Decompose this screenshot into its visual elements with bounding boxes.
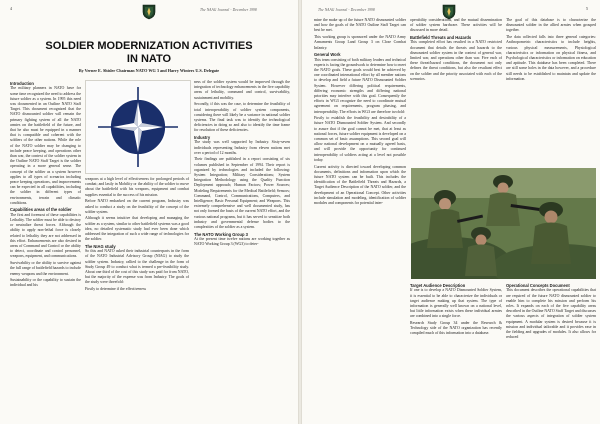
text-column-2 (410, 18, 502, 166)
body-paragraph: Although it seems intuitive that developing and managing the soldier as a system, similar to other battlefield systems was a good idea, no detailed systematic study had ever been done which addressed the integration of such a wide range of technologies for the soldier. (85, 216, 189, 242)
nato-crest-icon (142, 4, 156, 20)
section-heading: General Work (314, 52, 341, 58)
running-head: The NAAG Journal - December 1998 (318, 8, 375, 12)
byline: By Verner E. Shisler Chairman NATO WG 3 and Harry Winters U.S. Delegate (78, 68, 220, 73)
section-heading: Operational Concepts Document (506, 283, 570, 288)
body-paragraph: Their findings are published in a report consisting of six volumes published in September of 1994. Their report is organized by technologies and included the following: System Integration; Military Considerations; System Integration Methodology using the Quality Function Deployment approach; Human Factors; Power Sources; Modeling Requirements for the Medical Battlefield; Sensors; Command, Control, Communications, Computers, and Intelligence; Basic Personal Equipment; and Weapons. This extremely comprehensive and well documented study, has not only formed the basis of the current NATO effort, and the various national programs, but it has served to sensitize both industry and governmental defense bodies to the complexities of the soldier as a system. (194, 157, 290, 230)
section-heading: Capabilities areas of the soldier (10, 207, 72, 213)
text-column-1 (10, 80, 81, 420)
body-paragraph: mine the make up of the future NATO dismounted soldier and how the goals of the NATO Outline Staff Target can best be met. (314, 18, 406, 33)
nato-compass-star-icon (86, 81, 190, 173)
section-heading: The NATO Working Group 3 (194, 231, 248, 237)
body-paragraph: The goal of this database is to characterize the dismounted soldier in the allied armies when grouped together. (506, 18, 596, 33)
body-paragraph: Sustainability or the capability to sustain the individual and his (10, 278, 81, 288)
text-column-3 (194, 80, 290, 420)
body-paragraph: This working group is sponsored under the NATO Army Armaments Group Land Group 3 on Close Combat Infantry. (314, 35, 406, 50)
body-paragraph: Firstly to determine if the effectiveness (85, 287, 146, 292)
text-column-2-lower (410, 282, 502, 420)
body-paragraph: If one is to develop a NATO Dismounted Soldier System, it is essential to be able to characterize the individuals or target audience making up that system. The type of information is generally well known on a national level, but little information exists when these individual armies are combined into a single force. (410, 288, 502, 319)
body-paragraph: ness of the soldier system would be improved through the integration of technology enhancements in the five capability areas of lethality, command and control, survivability, sustainment and mobility. (194, 80, 290, 100)
text-column-3 (506, 18, 596, 166)
body-paragraph: Before NATO embarked on the current program, Industry was asked to conduct a study on the feasibility of the concept of the soldier system. (85, 199, 189, 214)
right-page (302, 0, 600, 424)
section-heading: Target Audience Description (410, 283, 466, 288)
body-paragraph: operability considerations, and the mutual dissemination of soldier system hardware. These activities will be discussed in more detail. (410, 18, 502, 33)
page-number: 5 (586, 6, 588, 11)
article-title: SOLDIER MODERNIZATION ACTIVITIES IN NATO (45, 40, 253, 65)
running-head: The NAAG Journal - December 1998 (200, 8, 257, 12)
section-heading: Industry (194, 135, 211, 141)
section-heading: Introduction (10, 81, 34, 86)
section-heading: Battlefield Threats and Hazards (410, 35, 472, 41)
body-paragraph: Secondly, if this was the case, to determine the feasibility of total interoperability of soldier system components, considering there will likely be a variance in national soldier systems. The final task was to identify the technological deficiencies in doing so and also to identify the time frame for resolution of these deficiencies. (194, 102, 290, 133)
text-column-1 (314, 18, 406, 420)
body-paragraph: weapons at a high level of effectiveness for prolonged periods of combat; and lastly in Mobility or the ability of the soldier to move about the battlefield with his weapons, equipment and combat supplies essential to the success of his mission. (85, 177, 189, 197)
body-paragraph: Current activity is directed toward developing common documents, definitions and information upon which the future NATO system can be built. This includes the identification of the Battlefield Threats and Hazards, a Target Audience Description of the NATO soldier, and the development of an Operational Concept. Other activities include simulation and modeling, identification of soldier modules and components for potential inter- (314, 164, 406, 205)
soldiers-photo (411, 168, 596, 279)
body-paragraph: At the present time twelve nations are working together as NATO Working Group 3 (WG3) to deter- (194, 237, 290, 247)
body-paragraph: So this and NATO asked their industrial counterparts in the form of the NATO Industrial Advisory Group (NIAG) to study the soldier system. Industry, rallied to the challenge in the form of Study Group 49 to conduct what is termed a pre-feasibility study. About one third of the cost of this study was paid for from NATO, but the majority of the expense was from Industry. The goals of the study were threefold: (85, 249, 189, 285)
body-paragraph: The data collected falls into three general categories: Anthropometric characteristics to include heights, various physical measurements, Physiological characteristics or information on physical fitness, and Psychological characteristics or information on education and aptitude. This database has been completed. There are still some holes in the data however, and a procedure still needs to be established to maintain and update the information. (506, 35, 596, 81)
left-page (0, 0, 298, 424)
body-paragraph: This completed effort has resulted in a NATO restricted document that details the threats and hazards to the dismounted soldier system in the context of general war, limited war, and operations other than war. Five each of these threat/hazard conditions, the document not only defines the threat conditions, but also the resultant effect on the soldier and the priority associated with each of the scenarios. (410, 40, 502, 81)
body-paragraph: This team consisting of both military leaders and technical experts is facing the groundwork to determine how to meet the NATO goals. These goals would best be achieved by one coordinated international effort by all member nations to develop and field a future NATO Dismounted Soldier System. However differing political requirements, differing economic strengths and differing national priorities may interfere with this goal. Consequently the efforts in WG3 recognize the need to coordinate mutual agreement on requirements, program phasing, and interoperability. The efforts in WG3 are therefore twofold: (314, 57, 406, 114)
text-column-3-lower (506, 282, 596, 420)
text-column-2 (85, 177, 189, 420)
soldiers-photo-image (411, 168, 596, 279)
body-paragraph: The military planners in NATO have for some time recognized the need to address the future soldier as a system. In 1995 this need was documented in an Outline NATO Staff Target. This document recognized that the NATO dismounted soldier will remain the primary fighting system of all the NATO armies on the battlefield of the future, and that he also must be equipped in a manner that is compatible and coherent with the soldiers of the other nations. While the role of the NATO soldier may be changing to include peace keeping, and operations other than war, the context of the soldier system in the Outline NATO Staff Target is the soldier operating in a more general sense. The concept of the soldier as a system however applies to all types of scenarios including peace keeping operations, and improvements can be expected in all capabilities, including the soldier in different types of environments, terrain and climatic conditions. (10, 86, 81, 205)
body-paragraph: The study was well supported by Industry. Sixty-seven individuals representing Industry from eleven nations met over a period of 12 months. (194, 140, 290, 155)
body-paragraph: Survivability or the ability to survive against the full range of battlefield hazards to include enemy weapons and the environment. (10, 261, 81, 276)
body-paragraph: Research Study Group 34 under the Research & Technology side of the NATO organization has recently compiled much of this information into a database. (410, 321, 502, 336)
body-paragraph: This document describes the operational capabilities that are required of the future NATO dismounted soldier to enable him to complete his mission and perform his roles. It expands on each of the five capability areas described in the Outline NATO Staff Target and discusses the various aspects of integration of soldier system equipment. A modular system is desired because it is mission and individual tailorable and it provides ease in the fielding and upgrades of modules. It also allows for reduced (506, 288, 596, 340)
body-paragraph: Firstly to establish the feasibility and desirability of a future NATO Dismounted Soldier System. And secondly to assure that if the goal cannot be met, that at least as national forces, future soldier equipment is developed on a common set of basic assumptions. This second goal will allow national development on a mutually agreed basis, and will provide the opportunity for continued interoperability of soldiers acting at a level not possible today. (314, 116, 406, 162)
section-heading: The NIAG study (85, 243, 116, 249)
nato-emblem-figure (85, 80, 191, 174)
body-paragraph: The first and foremost of these capabilities is Lethality. The soldier must be able to destroy or neutralize threat forces. Although the ability to apply non-lethal force is closely related to lethality they are not addressed in this effort. Enhancements are also desired in areas of Command and Control or the ability to detect, coordinate and control personnel, weapons, equipment, and communications. (10, 212, 81, 259)
page-number: 4 (10, 6, 12, 11)
